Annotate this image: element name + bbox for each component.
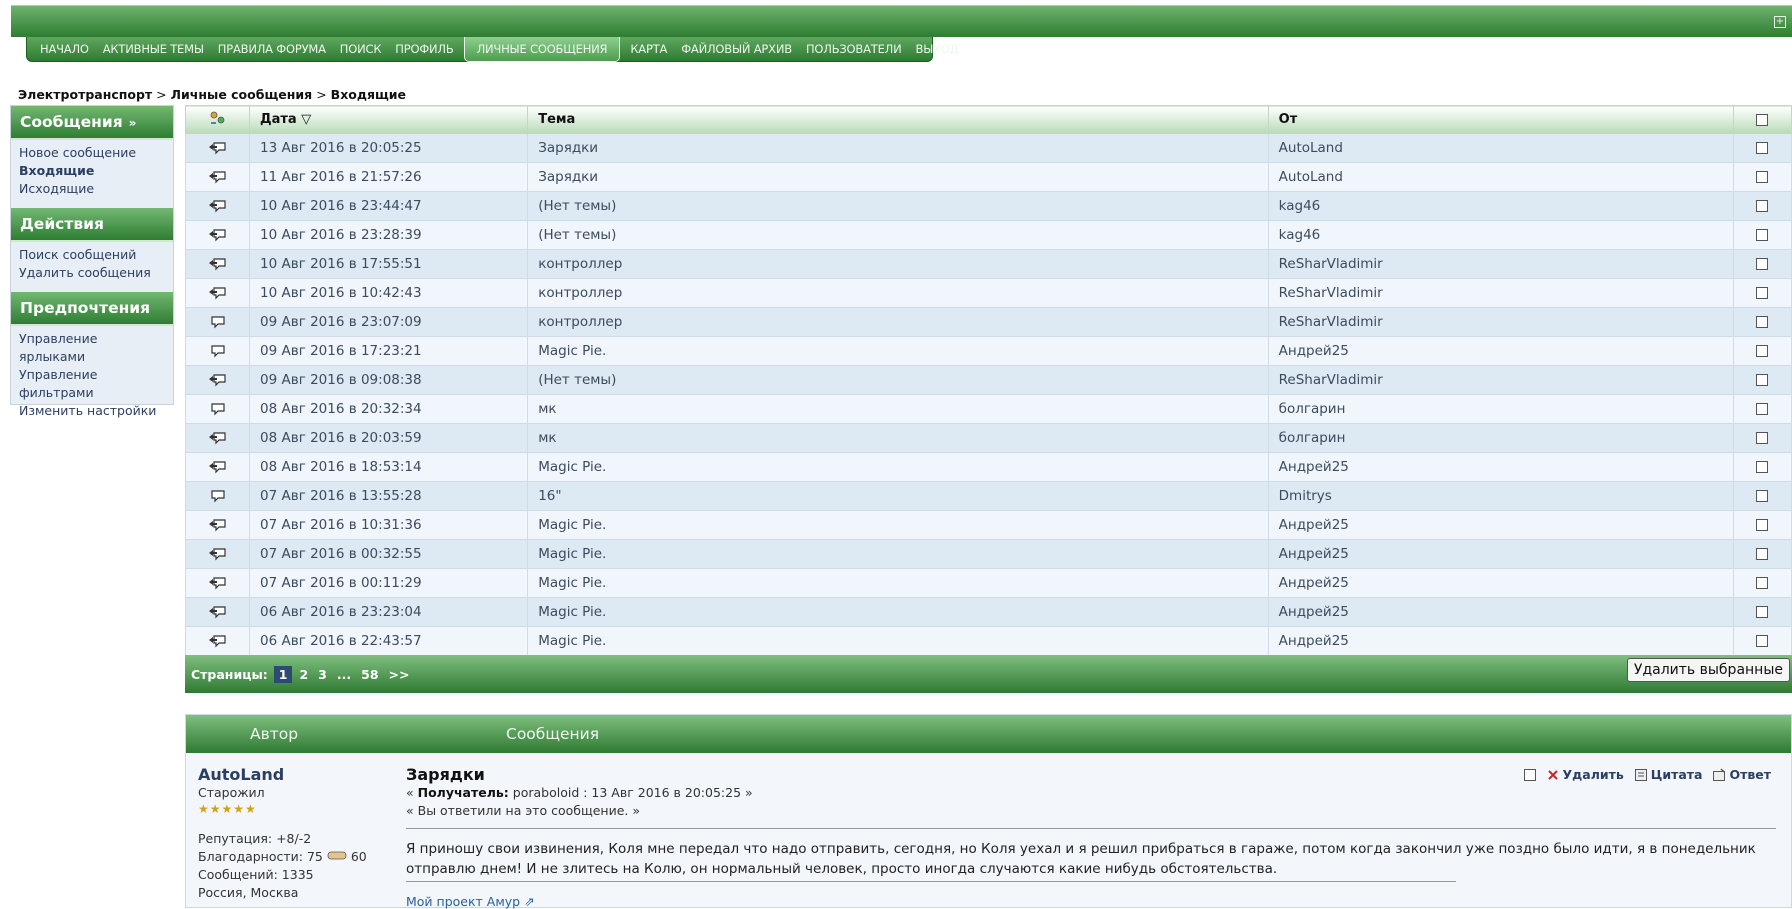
message-replied-icon [208, 604, 228, 620]
message-sender[interactable]: Dmitrys [1268, 482, 1733, 511]
table-row[interactable] [186, 134, 1792, 163]
sidebar-link-outbox[interactable]: Исходящие [19, 181, 95, 196]
top-bar [11, 5, 1792, 37]
sidebar-link-manage-labels[interactable]: Управление ярлыками [19, 331, 98, 364]
row-checkbox[interactable] [1756, 345, 1768, 357]
author-thanks-given: Благодарности: 75 [198, 849, 323, 864]
breadcrumb-item-pm[interactable]: Личные сообщения [170, 87, 313, 102]
thanks-hand-icon [327, 849, 347, 864]
table-row[interactable] [186, 308, 1792, 337]
message-preview-panel [185, 714, 1792, 908]
row-checkbox-cell [1733, 337, 1791, 366]
menu-item-private-messages[interactable]: ЛИЧНЫЕ СООБЩЕНИЯ [464, 37, 621, 62]
row-checkbox-cell [1733, 163, 1791, 192]
row-checkbox[interactable] [1756, 287, 1768, 299]
row-checkbox-cell [1733, 192, 1791, 221]
menu-item-home[interactable]: НАЧАЛО [40, 41, 89, 56]
sidebar-link-inbox[interactable]: Входящие [19, 163, 95, 178]
author-posts: Сообщений: 1335 [198, 867, 314, 882]
row-checkbox-cell [1733, 395, 1791, 424]
table-row[interactable] [186, 482, 1792, 511]
message-sender[interactable]: kag46 [1268, 192, 1733, 221]
row-checkbox[interactable] [1756, 519, 1768, 531]
message-read-icon [208, 488, 228, 504]
double-arrow-icon: » [128, 116, 137, 130]
message-sender[interactable]: Андрей25 [1268, 540, 1733, 569]
message-subject[interactable]: Зарядки [528, 163, 1268, 192]
quote-action[interactable] [1634, 767, 1703, 782]
table-row[interactable] [186, 395, 1792, 424]
post-title: Зарядки [406, 765, 485, 784]
message-date: 10 Авг 2016 в 17:55:51 [250, 250, 528, 279]
message-replied-icon [208, 633, 228, 649]
message-date: 09 Авг 2016 в 23:07:09 [250, 308, 528, 337]
message-sender[interactable]: Андрей25 [1268, 598, 1733, 627]
message-date: 07 Авг 2016 в 00:32:55 [250, 540, 528, 569]
message-sender[interactable]: AutoLand [1268, 163, 1733, 192]
sidebar-link-change-settings[interactable]: Изменить настройки [19, 403, 157, 418]
message-sender[interactable]: AutoLand [1268, 134, 1733, 163]
message-subject[interactable]: Magic Pie. [528, 627, 1268, 656]
signature-divider [406, 881, 1456, 882]
messages-table [185, 105, 1792, 656]
reply-label[interactable]: Ответ [1729, 767, 1771, 782]
message-date: 08 Авг 2016 в 18:53:14 [250, 453, 528, 482]
message-subject[interactable]: Magic Pie. [528, 453, 1268, 482]
message-subject[interactable]: (Нет темы) [528, 221, 1268, 250]
row-checkbox[interactable] [1756, 432, 1768, 444]
message-status-cell [186, 511, 250, 540]
sidebar-header-label: Предпочтения [20, 299, 151, 317]
message-date: 09 Авг 2016 в 17:23:21 [250, 337, 528, 366]
row-checkbox-cell [1733, 279, 1791, 308]
menu-item-search[interactable]: ПОИСК [339, 41, 382, 56]
message-read-icon [208, 401, 228, 417]
table-row[interactable] [186, 221, 1792, 250]
message-sender[interactable]: ReSharVladimir [1268, 250, 1733, 279]
row-checkbox-cell [1733, 366, 1791, 395]
read-status-header-icon[interactable] [186, 106, 250, 134]
menu-item-users[interactable]: ПОЛЬЗОВАТЕЛИ [805, 41, 902, 56]
message-subject[interactable]: контроллер [528, 250, 1268, 279]
message-status-cell [186, 540, 250, 569]
message-replied-icon [208, 546, 228, 562]
author-thanks [198, 848, 388, 866]
post-body: Я приношу свои извинения, Коля мне передал что надо отправить, сегодня, но Коля уехал и я решил прибраться в гараже, потом когда закончил уже поздно было идти, я в понедельник отправлю днем! И не злитесь на Колю, он нормальный человек, просто иногда случаются какие нибудь обстоятельства. [406, 841, 1756, 877]
menu-item-file-archive[interactable]: ФАЙЛОВЫЙ АРХИВ [681, 41, 792, 56]
main-menu [26, 37, 959, 62]
page-link[interactable]: 58 [361, 666, 379, 682]
row-checkbox[interactable] [1756, 258, 1768, 270]
row-checkbox-cell [1733, 308, 1791, 337]
recipient-value: poraboloid : 13 Авг 2016 в 20:05:25 [512, 785, 742, 800]
row-checkbox[interactable] [1756, 200, 1768, 212]
row-checkbox-cell [1733, 540, 1791, 569]
author-name[interactable]: AutoLand [198, 765, 285, 784]
sidebar-link-search-messages[interactable]: Поиск сообщений [19, 247, 137, 262]
row-checkbox-cell [1733, 134, 1791, 163]
row-checkbox-cell [1733, 569, 1791, 598]
row-checkbox[interactable] [1756, 606, 1768, 618]
message-date: 08 Авг 2016 в 20:32:34 [250, 395, 528, 424]
menu-item-map[interactable]: КАРТА [630, 41, 668, 56]
row-checkbox[interactable] [1756, 490, 1768, 502]
sidebar-header-label: Действия [20, 215, 104, 233]
table-row[interactable] [186, 337, 1792, 366]
message-sender[interactable]: kag46 [1268, 221, 1733, 250]
row-checkbox[interactable] [1756, 548, 1768, 560]
signature-link-label[interactable]: Мой проект Амур [406, 894, 521, 909]
delete-selected-button[interactable]: Удалить выбранные [1627, 658, 1790, 682]
row-checkbox-cell [1733, 453, 1791, 482]
message-status-cell [186, 598, 250, 627]
external-link-icon: ⇗ [524, 894, 535, 909]
message-date: 11 Авг 2016 в 21:57:26 [250, 163, 528, 192]
message-sender[interactable]: Андрей25 [1268, 627, 1733, 656]
table-row[interactable] [186, 569, 1792, 598]
row-checkbox[interactable] [1756, 229, 1768, 241]
message-read-icon [208, 314, 228, 330]
message-subject[interactable]: (Нет темы) [528, 366, 1268, 395]
message-panel-header [186, 715, 1791, 753]
row-checkbox-cell [1733, 598, 1791, 627]
table-row[interactable] [186, 511, 1792, 540]
message-replied-icon [208, 575, 228, 591]
sidebar-header-messages[interactable] [11, 106, 173, 140]
message-replied-icon [208, 227, 228, 243]
table-row[interactable] [186, 163, 1792, 192]
message-date: 07 Авг 2016 в 10:31:36 [250, 511, 528, 540]
message-subject[interactable]: контроллер [528, 279, 1268, 308]
breadcrumb-item-forum[interactable]: Электротранспорт [18, 87, 153, 102]
message-sender[interactable]: ReSharVladimir [1268, 366, 1733, 395]
message-sender[interactable]: болгарин [1268, 424, 1733, 453]
row-checkbox-cell [1733, 221, 1791, 250]
message-subject[interactable]: Magic Pie. [528, 540, 1268, 569]
author-reputation: Репутация: +8/-2 [198, 831, 312, 846]
select-all-checkbox[interactable] [1733, 106, 1791, 134]
message-subject[interactable]: Magic Pie. [528, 569, 1268, 598]
message-subject[interactable]: мк [528, 424, 1268, 453]
message-subject[interactable]: Magic Pie. [528, 337, 1268, 366]
row-checkbox-cell [1733, 424, 1791, 453]
table-row[interactable] [186, 598, 1792, 627]
message-status-cell [186, 366, 250, 395]
message-subject[interactable]: мк [528, 395, 1268, 424]
signature-link[interactable] [406, 894, 1786, 909]
delete-icon [1546, 768, 1560, 782]
message-replied-icon [208, 285, 228, 301]
checkbox[interactable] [1756, 114, 1768, 126]
message-subject[interactable]: 16" [528, 482, 1268, 511]
pages-label: Страницы: [191, 666, 268, 682]
message-replied-icon [208, 256, 228, 272]
table-row[interactable] [186, 250, 1792, 279]
row-checkbox[interactable] [1756, 577, 1768, 589]
row-checkbox[interactable] [1756, 142, 1768, 154]
message-subject[interactable]: контроллер [528, 308, 1268, 337]
message-subject[interactable]: Зарядки [528, 134, 1268, 163]
message-status-cell [186, 337, 250, 366]
message-date: 13 Авг 2016 в 20:05:25 [250, 134, 528, 163]
message-sender[interactable]: болгарин [1268, 395, 1733, 424]
author-rank: Старожил [198, 785, 265, 800]
table-row[interactable] [186, 453, 1792, 482]
header-author: Автор [250, 725, 299, 743]
breadcrumb-item-inbox: Входящие [330, 87, 407, 102]
message-replied-icon [208, 198, 228, 214]
message-date: 09 Авг 2016 в 09:08:38 [250, 366, 528, 395]
row-checkbox-cell [1733, 511, 1791, 540]
sidebar-link-new-message[interactable]: Новое сообщение [19, 145, 137, 160]
reply-action[interactable] [1712, 767, 1771, 782]
message-sender[interactable]: Андрей25 [1268, 453, 1733, 482]
recipient-label: Получатель: [417, 785, 509, 800]
page-link[interactable]: 2 [299, 666, 309, 682]
page-link-current[interactable]: 1 [274, 666, 293, 683]
delete-action[interactable] [1546, 767, 1624, 782]
table-row[interactable] [186, 366, 1792, 395]
menu-item-rules[interactable]: ПРАВИЛА ФОРУМА [217, 41, 326, 56]
message-replied-icon [208, 140, 228, 156]
breadcrumb [18, 87, 406, 102]
breadcrumb-sep: > [316, 87, 327, 102]
row-checkbox-cell [1733, 627, 1791, 656]
table-row[interactable] [186, 279, 1792, 308]
message-status-cell [186, 308, 250, 337]
message-status-cell [186, 221, 250, 250]
message-sender[interactable]: ReSharVladimir [1268, 308, 1733, 337]
rank-stars-icon: ★★★★★ [198, 802, 257, 816]
message-replied-icon [208, 372, 228, 388]
author-info [198, 765, 388, 902]
post-recipient: « Получатель: poraboloid : 13 Авг 2016 в 20:05:25 » [406, 785, 753, 800]
message-status-cell [186, 192, 250, 221]
message-status-cell [186, 163, 250, 192]
message-status-cell [186, 627, 250, 656]
row-checkbox[interactable] [1756, 374, 1768, 386]
breadcrumb-sep: > [156, 87, 167, 102]
page-ellipsis: ... [336, 666, 352, 682]
sidebar-link-delete-messages[interactable]: Удалить сообщения [19, 265, 151, 280]
message-date: 06 Авг 2016 в 23:23:04 [250, 598, 528, 627]
message-date: 07 Авг 2016 в 13:55:28 [250, 482, 528, 511]
sidebar [10, 105, 174, 418]
message-sender[interactable]: Андрей25 [1268, 511, 1733, 540]
quote-label[interactable]: Цитата [1650, 767, 1703, 782]
sidebar-link-manage-filters[interactable]: Управление фильтрами [19, 367, 98, 400]
message-read-icon [208, 343, 228, 359]
table-header-row [186, 106, 1792, 134]
post-actions [1524, 767, 1771, 782]
message-date: 10 Авг 2016 в 10:42:43 [250, 279, 528, 308]
message-sender[interactable]: ReSharVladimir [1268, 279, 1733, 308]
message-status-cell [186, 424, 250, 453]
sidebar-header-actions [11, 208, 173, 242]
table-row[interactable] [186, 424, 1792, 453]
row-checkbox[interactable] [1756, 316, 1768, 328]
post-replied-note: « Вы ответили на это сообщение. » [406, 803, 641, 818]
message-sender[interactable]: Андрей25 [1268, 337, 1733, 366]
table-row[interactable] [186, 192, 1792, 221]
post-select-checkbox[interactable] [1524, 769, 1536, 781]
message-subject[interactable]: Magic Pie. [528, 598, 1268, 627]
message-replied-icon [208, 517, 228, 533]
divider [406, 828, 1776, 829]
sidebar-header-label: Сообщения [20, 113, 123, 131]
page-link[interactable]: 3 [318, 666, 327, 682]
message-status-cell [186, 134, 250, 163]
expand-icon[interactable]: + [1775, 16, 1785, 27]
header-messages: Сообщения [506, 725, 600, 743]
message-sender[interactable]: Андрей25 [1268, 569, 1733, 598]
sidebar-header-preferences [11, 292, 173, 326]
message-status-cell [186, 279, 250, 308]
message-date: 08 Авг 2016 в 20:03:59 [250, 424, 528, 453]
message-subject[interactable]: Magic Pie. [528, 511, 1268, 540]
table-row[interactable] [186, 627, 1792, 656]
row-checkbox-cell [1733, 250, 1791, 279]
row-checkbox[interactable] [1756, 403, 1768, 415]
message-date: 07 Авг 2016 в 00:11:29 [250, 569, 528, 598]
row-checkbox-cell [1733, 482, 1791, 511]
message-date: 10 Авг 2016 в 23:28:39 [250, 221, 528, 250]
column-header-date[interactable] [250, 106, 528, 134]
message-status-cell [186, 453, 250, 482]
column-header-date-label: Дата [260, 112, 297, 127]
author-thanks-received: 60 [350, 849, 367, 864]
message-status-cell [186, 482, 250, 511]
message-status-cell [186, 395, 250, 424]
post-content [406, 765, 1786, 909]
message-status-cell [186, 250, 250, 279]
menu-item-profile[interactable]: ПРОФИЛЬ [395, 41, 454, 56]
message-subject[interactable]: (Нет темы) [528, 192, 1268, 221]
reply-icon [1712, 768, 1726, 782]
menu-item-active-topics[interactable]: АКТИВНЫЕ ТЕМЫ [102, 41, 204, 56]
next-pages-link[interactable]: >> [388, 666, 410, 682]
row-checkbox[interactable] [1756, 461, 1768, 473]
menu-item-logout[interactable]: ВЫХОД [915, 41, 959, 56]
quote-icon [1634, 768, 1648, 782]
message-date: 10 Авг 2016 в 23:44:47 [250, 192, 528, 221]
message-replied-icon [208, 169, 228, 185]
row-checkbox[interactable] [1756, 635, 1768, 647]
pagination-bar [185, 655, 1792, 693]
message-replied-icon [208, 459, 228, 475]
column-header-from[interactable]: От [1268, 106, 1733, 134]
delete-label[interactable]: Удалить [1562, 767, 1624, 782]
message-replied-icon [208, 430, 228, 446]
message-date: 06 Авг 2016 в 22:43:57 [250, 627, 528, 656]
message-status-cell [186, 569, 250, 598]
row-checkbox[interactable] [1756, 171, 1768, 183]
author-location: Россия, Москва [198, 885, 299, 900]
sort-desc-icon: ▽ [301, 112, 312, 127]
table-row[interactable] [186, 540, 1792, 569]
column-header-subject[interactable]: Тема [528, 106, 1268, 134]
